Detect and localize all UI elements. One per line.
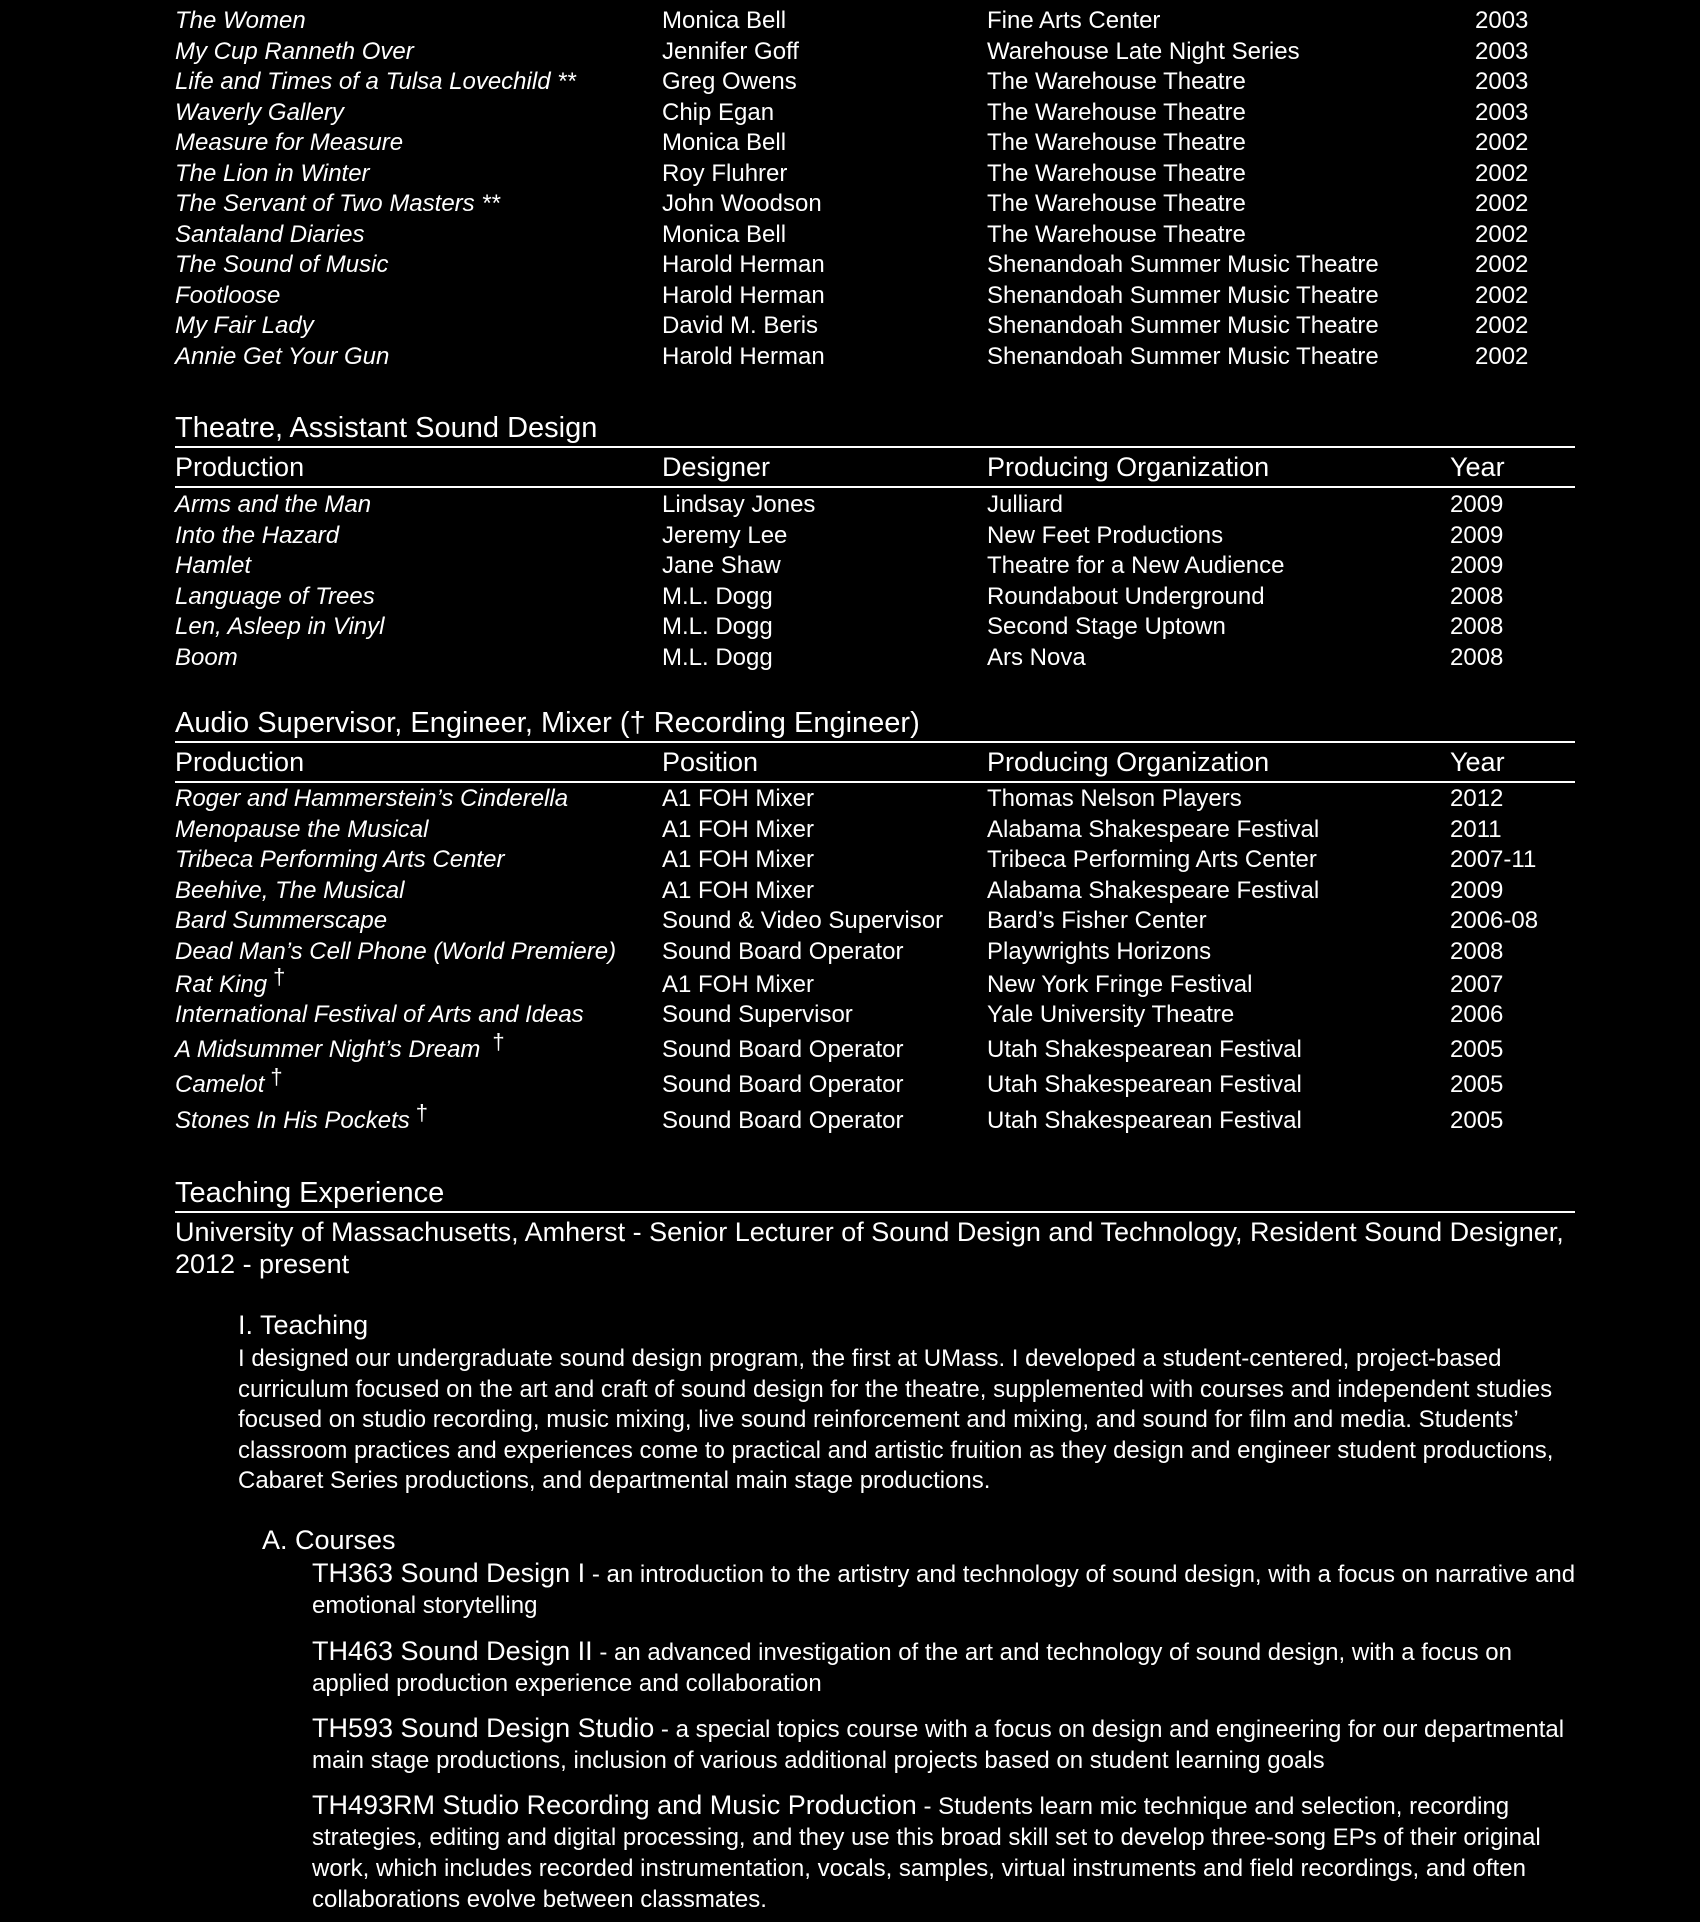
course-name: TH493RM Studio Recording and Music Production	[312, 1790, 917, 1820]
course-item	[312, 1790, 1582, 1915]
course-description: - a special topics course with a focus on design and engineering for our departmental main stage productions, inclusion of various additional projects based on student learning goals	[312, 1716, 1565, 1774]
table-row: The Servant of Two Masters ** John Woodson The Warehouse Theatre 2002	[175, 190, 1529, 217]
course-name: TH593 Sound Design Studio	[312, 1713, 655, 1743]
course-description: - Students learn mic technique and selection, recording strategies, editing and digital processing, and they use this broad skill set to develop three-song EPs of their original work, which includes recorded instrumentation, vocals, samples, virtual instruments and field recordings, and often collaborations evolve between classmates.	[312, 1793, 1541, 1913]
table-row: Waverly Gallery Chip Egan The Warehouse Theatre 2003	[175, 98, 1529, 126]
dagger-mark: †	[492, 1028, 505, 1054]
course-item	[312, 1558, 1582, 1621]
table-header: Production Designer Producing Organization Year	[175, 450, 1575, 488]
course-description: - an advanced investigation of the art and technology of sound design, with a focus on applied production experience and collaboration	[312, 1639, 1512, 1697]
table-row: Into the Hazard Jeremy Lee New Feet Productions 2009	[175, 521, 1504, 549]
section-heading-audio: Audio Supervisor, Engineer, Mixer († Recording Engineer)	[175, 706, 1575, 743]
course-item	[312, 1636, 1582, 1699]
table-row: Beehive, The Musical A1 FOH Mixer Alabama Shakespeare Festival 2009	[175, 876, 1504, 904]
subsection-title: I. Teaching	[238, 1310, 369, 1340]
course-name: TH463 Sound Design II	[312, 1636, 593, 1666]
table-row: Camelot † Sound Board Operator Utah Shakespearean Festival 2005	[175, 1063, 1504, 1098]
table-row: Roger and Hammerstein’s Cinderella A1 FOH Mixer Thomas Nelson Players 2012	[175, 785, 1504, 812]
table-row: Measure for Measure Monica Bell The Warehouse Theatre 2002	[175, 129, 1529, 156]
course-name: TH363 Sound Design I	[312, 1558, 586, 1588]
dagger-mark: †	[270, 1063, 283, 1089]
table-row: Menopause the Musical A1 FOH Mixer Alabama Shakespeare Festival 2011	[175, 815, 1502, 843]
dagger-mark: †	[273, 964, 286, 989]
table-row: Bard Summerscape Sound & Video Supervisor Bard’s Fisher Center 2006-08	[175, 907, 1539, 934]
table-row: Stones In His Pockets † Sound Board Operator Utah Shakespearean Festival 2005	[175, 1099, 1504, 1134]
table-row: Language of Trees M.L. Dogg Roundabout Underground 2008	[175, 582, 1504, 610]
table-row: My Fair Lady David M. Beris Shenandoah Summer Music Theatre 2002	[175, 312, 1529, 339]
assistant-table	[175, 490, 1575, 673]
table-row: Hamlet Jane Shaw Theatre for a New Audience 2009	[175, 552, 1504, 579]
dagger-mark: †	[415, 1099, 429, 1125]
table-row: My Cup Ranneth Over Jennifer Goff Warehouse Late Night Series 2003	[175, 37, 1529, 65]
position-title: University of Massachusetts, Amherst - Senior Lecturer of Sound Design and Technology, Resident Sound Designer, 2012 - present	[175, 1217, 1564, 1279]
table-row: Rat King † A1 FOH Mixer New York Fringe Festival 2007	[175, 964, 1504, 998]
table-row: Annie Get Your Gun Harold Herman Shenandoah Summer Music Theatre 2002	[175, 342, 1529, 370]
courses-title: A. Courses	[262, 1525, 396, 1555]
table-row: International Festival of Arts and Ideas Sound Supervisor Yale University Theatre 2006	[175, 1001, 1504, 1028]
table-row: Tribeca Performing Arts Center A1 FOH Mixer Tribeca Performing Arts Center 2007-11	[175, 846, 1537, 873]
table-row: Len, Asleep in Vinyl M.L. Dogg Second Stage Uptown 2008	[175, 613, 1504, 640]
table-row: Boom M.L. Dogg Ars Nova 2008	[175, 643, 1504, 671]
section-heading-teaching: Teaching Experience	[175, 1176, 1575, 1213]
course-description: - an introduction to the artistry and technology of sound design, with a focus on narrative and emotional storytelling	[312, 1561, 1576, 1619]
teaching-paragraph: I designed our undergraduate sound design program, the first at UMass. I developed a student-centered, project-based curriculum focused on the art and craft of sound design for the theatre, supplemented with courses and independent studies focused on studio recording, music mixing, live sound reinforcement and mixing, and sound for film and media. Students’ classroom practices and experiences come to practical and artistic fruition as they design and engineer student productions, Cabaret Series productions, and departmental main stage productions.	[238, 1345, 1554, 1494]
table-row: The Sound of Music Harold Herman Shenandoah Summer Music Theatre 2002	[175, 251, 1529, 278]
audio-table	[175, 784, 1575, 1138]
table-row: A Midsummer Night’s Dream † Sound Board Operator Utah Shakespearean Festival 2005	[175, 1028, 1504, 1063]
design-table	[175, 6, 1575, 372]
table-row: The Women Monica Bell Fine Arts Center 2003	[175, 7, 1529, 34]
table-row: Santaland Diaries Monica Bell The Warehouse Theatre 2002	[175, 220, 1529, 248]
table-row: Footloose Harold Herman Shenandoah Summer Music Theatre 2002	[175, 281, 1529, 309]
table-header: Production Position Producing Organization Year	[175, 745, 1575, 783]
table-row: Arms and the Man Lindsay Jones Julliard 2009	[175, 491, 1504, 518]
section-heading-assistant: Theatre, Assistant Sound Design	[175, 411, 1575, 448]
table-row: The Lion in Winter Roy Fluhrer The Warehouse Theatre 2002	[175, 159, 1529, 187]
course-item	[312, 1713, 1582, 1776]
table-row: Life and Times of a Tulsa Lovechild ** Greg Owens The Warehouse Theatre 2003	[175, 68, 1529, 95]
table-row: Dead Man’s Cell Phone (World Premiere) Sound Board Operator Playwrights Horizons 2008	[175, 937, 1504, 965]
